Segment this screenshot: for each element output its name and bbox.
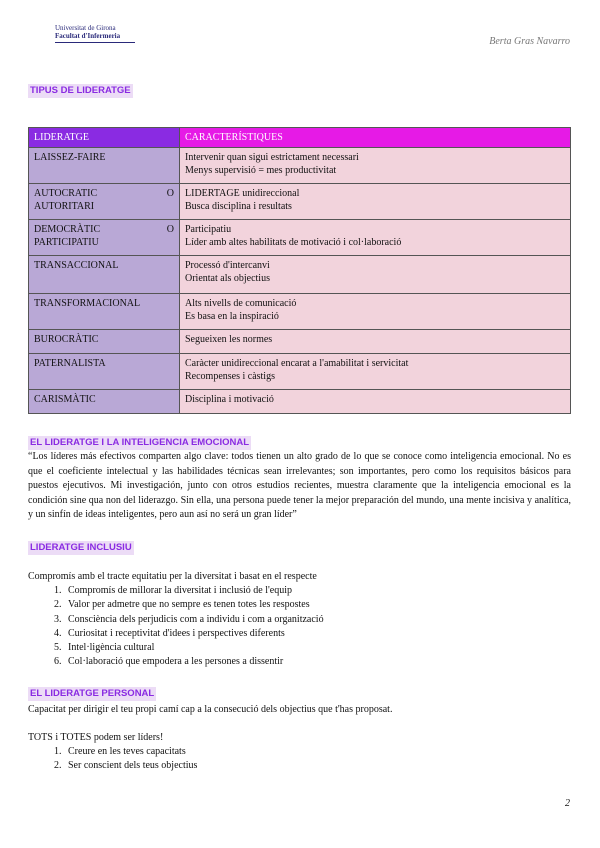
row-characteristics <box>180 256 571 294</box>
list-item: 1. Creure en les teves capacitats <box>64 745 197 759</box>
characteristic-line: Intervenir quan sigui estrictament necessari <box>185 152 359 163</box>
table-row <box>29 220 571 256</box>
row-type <box>29 220 180 256</box>
inclusiu-list <box>28 584 324 670</box>
characteristic-line: Líder amb altes habilitats de motivació i col·laboració <box>185 237 402 248</box>
characteristic-line: Disciplina i motivació <box>185 394 274 405</box>
characteristic-line: Caràcter unidireccional encarat a l'amabilitat i servicitat <box>185 358 409 369</box>
emotional-intelligence-quote: “Los líderes más efectivos comparten algo clave: todos tienen un alto grado de lo que se conoce como inteligencia emocional. No es que el coeficiente intelectual y las habilidades técnicas sean irrelevantes; son importantes, pero como los requisitos básicos para puestos ejecutivos. Mi investigación, junto con otros estudios recientes, muestra claramente que la inteligencia emocional es la condición sine qua non del liderazgo. Sin ella, una persona puede tener la mejor preparación del mundo, una mente incisiva y analítica, y un sinfín de ideas inteligentes, pero aun así no será un gran líder” <box>28 451 571 521</box>
header-caracteristiques: CARACTERÍSTIQUES <box>180 128 571 148</box>
table-row <box>29 256 571 294</box>
list-item: 4. Curiositat i receptivitat d'idees i perspectives diferents <box>64 627 324 641</box>
table-row <box>29 148 571 184</box>
row-type: TRANSFORMACIONAL <box>29 294 180 330</box>
row-type: BUROCRÀTIC <box>29 330 180 354</box>
section-title-inclusiu: LIDERATGE INCLUSIU <box>30 542 132 553</box>
logo-underline <box>55 42 135 43</box>
header-lideratge: LIDERATGE <box>29 128 180 148</box>
list-item: 3. Consciència dels perjudicis com a individu i com a organització <box>64 613 324 627</box>
table-row <box>29 354 571 390</box>
characteristic-line: Orientat als objectius <box>185 273 270 284</box>
characteristic-line: Segueixen les normes <box>185 334 273 345</box>
characteristic-line: Participatiu <box>185 224 232 235</box>
type-name-alt: PARTICIPATIU <box>34 237 99 248</box>
characteristic-line: Es basa en la inspiració <box>185 311 279 322</box>
row-characteristics <box>180 220 571 256</box>
type-or: O <box>166 224 174 235</box>
type-name: AUTOCRATIC <box>34 188 98 199</box>
page-number: 2 <box>565 798 570 809</box>
logo-university-name: Universitat de Girona <box>55 24 116 32</box>
characteristic-line: Alts nivells de comunicació <box>185 298 297 309</box>
list-item: 5. Intel·ligència cultural <box>64 641 324 655</box>
leadership-table <box>28 127 571 414</box>
author-name: Berta Gras Navarro <box>489 36 570 47</box>
row-type: PATERNALISTA <box>29 354 180 390</box>
table-row <box>29 184 571 220</box>
row-type <box>29 184 180 220</box>
characteristic-line: Menys supervisió = mes productivitat <box>185 165 337 176</box>
type-name-alt: AUTORITARI <box>34 201 95 212</box>
row-characteristics <box>180 184 571 220</box>
list-item: 2. Valor per admetre que no sempre es tenen totes les respostes <box>64 598 324 612</box>
personal-lead-line: TOTS i TOTES podem ser líders! <box>28 732 164 743</box>
type-name: DEMOCRÀTIC <box>34 224 101 235</box>
row-type: CARISMÀTIC <box>29 390 180 414</box>
list-item: 6. Col·laboració que empodera a les persones a dissentir <box>64 655 324 669</box>
table-row <box>29 390 571 414</box>
row-characteristics <box>180 294 571 330</box>
inclusiu-intro: Compromís amb el tracte equitatiu per la diversitat i basat en el respecte <box>28 571 317 582</box>
university-logo <box>55 24 150 43</box>
row-characteristics <box>180 390 571 414</box>
table-row <box>29 330 571 354</box>
section-title-personal: EL LIDERATGE PERSONAL <box>30 688 155 699</box>
section-title-inteligencia: EL LIDERATGE I LA INTELIGENCIA EMOCIONAL <box>30 437 250 448</box>
row-characteristics <box>180 354 571 390</box>
characteristic-line: LIDERTAGE unidireccional <box>185 188 300 199</box>
table-header-row <box>29 128 571 148</box>
row-characteristics <box>180 330 571 354</box>
personal-list <box>28 745 197 774</box>
list-item: 2. Ser conscient dels teus objectius <box>64 759 197 773</box>
logo-faculty-name: Facultat d'Infermeria <box>55 32 121 40</box>
row-type: LAISSEZ-FAIRE <box>29 148 180 184</box>
section-title-tipus: TIPUS DE LIDERATGE <box>30 85 131 96</box>
characteristic-line: Recompenses i càstigs <box>185 371 275 382</box>
row-type: TRANSACCIONAL <box>29 256 180 294</box>
table-row <box>29 294 571 330</box>
list-item: 1. Compromís de millorar la diversitat i inclusió de l'equip <box>64 584 324 598</box>
row-characteristics <box>180 148 571 184</box>
personal-intro: Capacitat per dirigir el teu propi camí cap a la consecució dels objectius que t'has proposat. <box>28 704 393 715</box>
characteristic-line: Busca disciplina i resultats <box>185 201 292 212</box>
type-or: O <box>166 188 174 199</box>
characteristic-line: Processó d'intercanvi <box>185 260 270 271</box>
